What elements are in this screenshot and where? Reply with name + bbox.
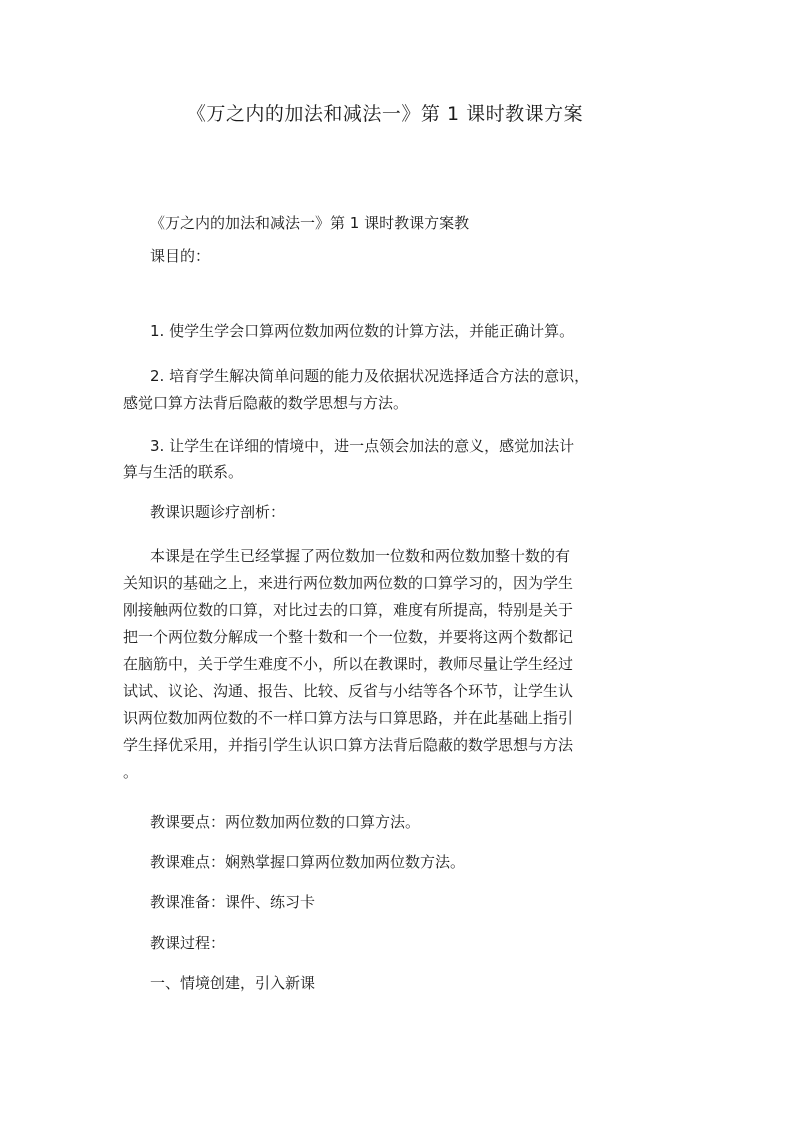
analysis-line: 关知识的基础之上，来进行两位数加两位数的口算学习的，因为学生 (123, 574, 574, 592)
analysis-heading: 教课识题诊疗剖析： (150, 503, 286, 521)
objective-3-line-2: 算与生活的联系。 (123, 463, 244, 481)
analysis-line: 把一个两位数分解成一个整十数和一个一位数，并要将这两个数都记 (123, 628, 574, 646)
key-point: 教课要点：两位数加两位数的口算方法。 (150, 813, 421, 831)
analysis-line: 在脑筋中，关于学生难度不小，所以在教课时，教师尽量让学生经过 (123, 655, 574, 673)
difficulty: 教课难点：娴熟掌握口算两位数加两位数方法。 (150, 853, 466, 871)
objective-1: 1. 使学生学会口算两位数加两位数的计算方法，并能正确计算。 (150, 322, 575, 340)
analysis-line: 学生择优采用，并指引学生认识口算方法背后隐蔽的数学思想与方法 (123, 736, 574, 754)
section-1-heading: 一、情境创建，引入新课 (150, 974, 316, 992)
analysis-line: 。 (123, 763, 139, 781)
objective-2-line-1: 2. 培育学生解决简单问题的能力及依据状况选择适合方法的意识， (150, 367, 590, 385)
document-title: 《万之内的加法和减法一》第 1 课时教课方案 (186, 103, 584, 125)
analysis-line: 识两位数加两位数的不一样口算方法与口算思路，并在此基础上指引 (123, 709, 574, 727)
objective-3-line-1: 3. 让学生在详细的情境中，进一点领会加法的意义，感觉加法计 (150, 437, 575, 455)
analysis-line: 试试、议论、沟通、报告、比较、反省与小结等各个环节，让学生认 (123, 682, 574, 700)
preparation: 教课准备：课件、练习卡 (150, 893, 316, 911)
analysis-line: 刚接触两位数的口算，对比过去的口算，难度有所提高，特别是关于 (123, 601, 574, 619)
objective-2-line-2: 感觉口算方法背后隐蔽的数学思想与方法。 (123, 394, 409, 412)
document-subtitle: 《万之内的加法和减法一》第 1 课时教课方案教 (150, 214, 470, 232)
analysis-line: 本课是在学生已经掌握了两位数加一位数和两位数加整十数的有 (150, 547, 571, 565)
process-heading: 教课过程： (150, 934, 226, 952)
objectives-heading: 课目的： (150, 247, 211, 265)
